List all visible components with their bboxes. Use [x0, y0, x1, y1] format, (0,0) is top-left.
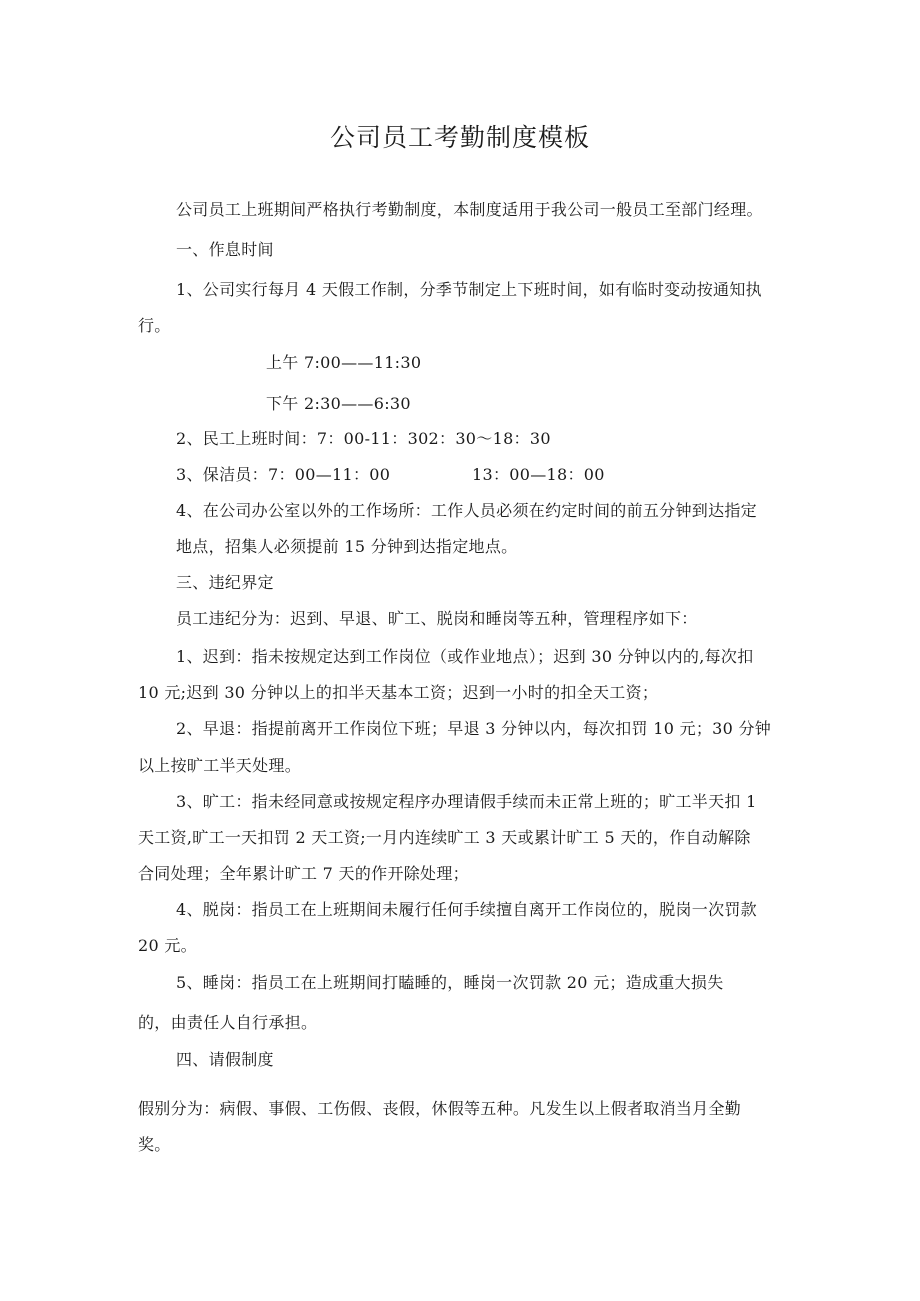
cleaner-afternoon-hours: 13：00—18：00 — [472, 465, 605, 484]
violation-5-line-2: 的，由责任人自行承担。 — [138, 1013, 318, 1032]
morning-hours: 上午 7:00——11:30 — [266, 353, 422, 372]
violation-1-line-1: 1、迟到：指未按规定达到工作岗位（或作业地点）；迟到 30 分钟以内的,每次扣 — [176, 647, 754, 666]
violations-intro: 员工违纪分为：迟到、早退、旷工、脱岗和睡岗等五种，管理程序如下： — [176, 609, 698, 628]
leave-paragraph-line-1: 假别分为：病假、事假、工伤假、丧假，休假等五种。凡发生以上假者取消当月全勤 — [138, 1099, 742, 1118]
afternoon-hours: 下午 2:30——6:30 — [266, 394, 411, 413]
section-heading-violations: 三、违纪界定 — [176, 573, 274, 592]
schedule-item-4-line-1: 4、在公司办公室以外的工作场所：工作人员必须在约定时间的前五分钟到达指定 — [176, 501, 757, 520]
document-title: 公司员工考勤制度模板 — [329, 123, 590, 152]
violation-3-line-1: 3、旷工：指未经同意或按规定程序办理请假手续而未正常上班的；旷工半天扣 1 — [176, 792, 757, 811]
section-heading-schedule: 一、作息时间 — [176, 240, 274, 259]
leave-paragraph-line-2: 奖。 — [138, 1135, 171, 1154]
violation-2-line-2: 以上按旷工半天处理。 — [138, 756, 302, 775]
violation-3-line-2: 天工资,旷工一天扣罚 2 天工资;一月内连续旷工 3 天或累计旷工 5 天的，作自动解除 — [138, 828, 751, 847]
violation-4-line-2: 20 元。 — [138, 936, 197, 955]
violation-5-line-1: 5、睡岗：指员工在上班期间打瞌睡的，睡岗一次罚款 20 元；造成重大损失 — [176, 973, 724, 992]
section-heading-leave: 四、请假制度 — [176, 1050, 274, 1069]
schedule-item-1-line-2: 行。 — [138, 316, 171, 335]
schedule-item-4-line-2: 地点，招集人必须提前 15 分钟到达指定地点。 — [176, 537, 518, 556]
schedule-item-1-line-1: 1、公司实行每月 4 天假工作制，分季节制定上下班时间，如有临时变动按通知执 — [176, 280, 762, 299]
schedule-item-2: 2、民工上班时间：7：00-11：302：30～18：30 — [176, 429, 551, 448]
violation-1-line-2: 10 元;迟到 30 分钟以上的扣半天基本工资；迟到一小时的扣全天工资； — [138, 683, 659, 702]
schedule-item-3 — [176, 465, 390, 485]
violation-4-line-1: 4、脱岗：指员工在上班期间未履行任何手续擅自离开工作岗位的，脱岗一次罚款 — [176, 900, 757, 919]
violation-2-line-1: 2、早退：指提前离开工作岗位下班；早退 3 分钟以内，每次扣罚 10 元；30 分钟 — [176, 719, 772, 738]
cleaner-morning-hours: 3、保洁员：7：00—11：00 — [176, 465, 391, 484]
violation-3-line-3: 合同处理；全年累计旷工 7 天的作开除处理； — [138, 864, 469, 883]
intro-paragraph: 公司员工上班期间严格执行考勤制度，本制度适用于我公司一般员工至部门经理。 — [176, 200, 763, 219]
